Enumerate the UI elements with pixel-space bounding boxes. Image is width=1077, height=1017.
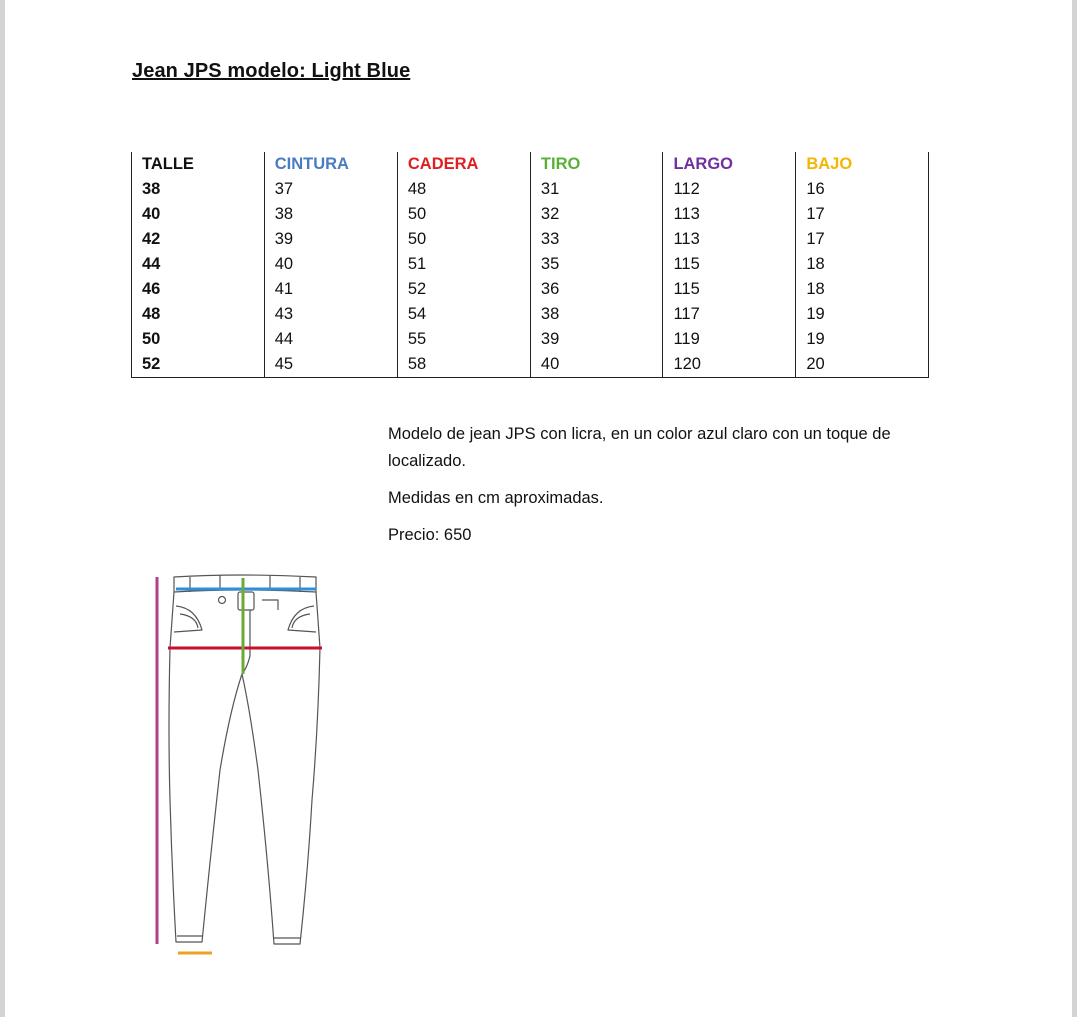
table-row	[132, 227, 929, 252]
cell-talle: 44	[132, 252, 265, 277]
size-table	[131, 152, 929, 378]
table-row	[132, 352, 929, 378]
page-title: Jean JPS modelo: Light Blue	[132, 60, 411, 82]
cell-bajo: 18	[796, 277, 929, 302]
cell-cintura: 40	[264, 252, 397, 277]
cell-tiro: 40	[530, 352, 663, 378]
cell-cintura: 43	[264, 302, 397, 327]
cell-bajo: 20	[796, 352, 929, 378]
cell-tiro: 32	[530, 202, 663, 227]
table-row	[132, 252, 929, 277]
cell-largo: 115	[663, 277, 796, 302]
cell-largo: 112	[663, 177, 796, 202]
cell-cintura: 38	[264, 202, 397, 227]
cell-largo: 115	[663, 252, 796, 277]
cell-cintura: 44	[264, 327, 397, 352]
cell-tiro: 31	[530, 177, 663, 202]
cell-largo: 119	[663, 327, 796, 352]
cell-largo: 120	[663, 352, 796, 378]
cell-tiro: 36	[530, 277, 663, 302]
cell-tiro: 39	[530, 327, 663, 352]
table-row	[132, 277, 929, 302]
cell-talle: 48	[132, 302, 265, 327]
cell-cadera: 54	[397, 302, 530, 327]
description-text: Modelo de jean JPS con licra, en un color azul claro con un toque de localizado.	[388, 425, 891, 470]
cell-cadera: 51	[397, 252, 530, 277]
cell-largo: 117	[663, 302, 796, 327]
header-talle: TALLE	[132, 152, 265, 177]
cell-tiro: 35	[530, 252, 663, 277]
cell-cintura: 37	[264, 177, 397, 202]
cell-cintura: 45	[264, 352, 397, 378]
table-row	[132, 202, 929, 227]
table-row	[132, 177, 929, 202]
measurements-note: Medidas en cm aproximadas.	[388, 489, 604, 507]
jeans-measurement-diagram-icon	[150, 570, 350, 962]
header-largo: LARGO	[663, 152, 796, 177]
cell-talle: 42	[132, 227, 265, 252]
cell-talle: 52	[132, 352, 265, 378]
price-text: Precio: 650	[388, 526, 472, 544]
cell-talle: 38	[132, 177, 265, 202]
cell-cadera: 48	[397, 177, 530, 202]
table-row	[132, 302, 929, 327]
cell-cintura: 39	[264, 227, 397, 252]
product-description	[388, 421, 968, 559]
cell-talle: 50	[132, 327, 265, 352]
cell-largo: 113	[663, 202, 796, 227]
cell-bajo: 19	[796, 327, 929, 352]
cell-tiro: 38	[530, 302, 663, 327]
header-cintura: CINTURA	[264, 152, 397, 177]
cell-cadera: 55	[397, 327, 530, 352]
header-bajo: BAJO	[796, 152, 929, 177]
cell-largo: 113	[663, 227, 796, 252]
header-tiro: TIRO	[530, 152, 663, 177]
document-page	[5, 0, 1072, 1017]
header-cadera: CADERA	[397, 152, 530, 177]
cell-cadera: 50	[397, 202, 530, 227]
cell-bajo: 19	[796, 302, 929, 327]
cell-bajo: 18	[796, 252, 929, 277]
cell-cadera: 50	[397, 227, 530, 252]
cell-bajo: 17	[796, 227, 929, 252]
cell-talle: 46	[132, 277, 265, 302]
cell-talle: 40	[132, 202, 265, 227]
cell-cintura: 41	[264, 277, 397, 302]
cell-bajo: 16	[796, 177, 929, 202]
cell-cadera: 58	[397, 352, 530, 378]
cell-bajo: 17	[796, 202, 929, 227]
cell-cadera: 52	[397, 277, 530, 302]
table-header-row	[132, 152, 929, 177]
cell-tiro: 33	[530, 227, 663, 252]
table-row	[132, 327, 929, 352]
